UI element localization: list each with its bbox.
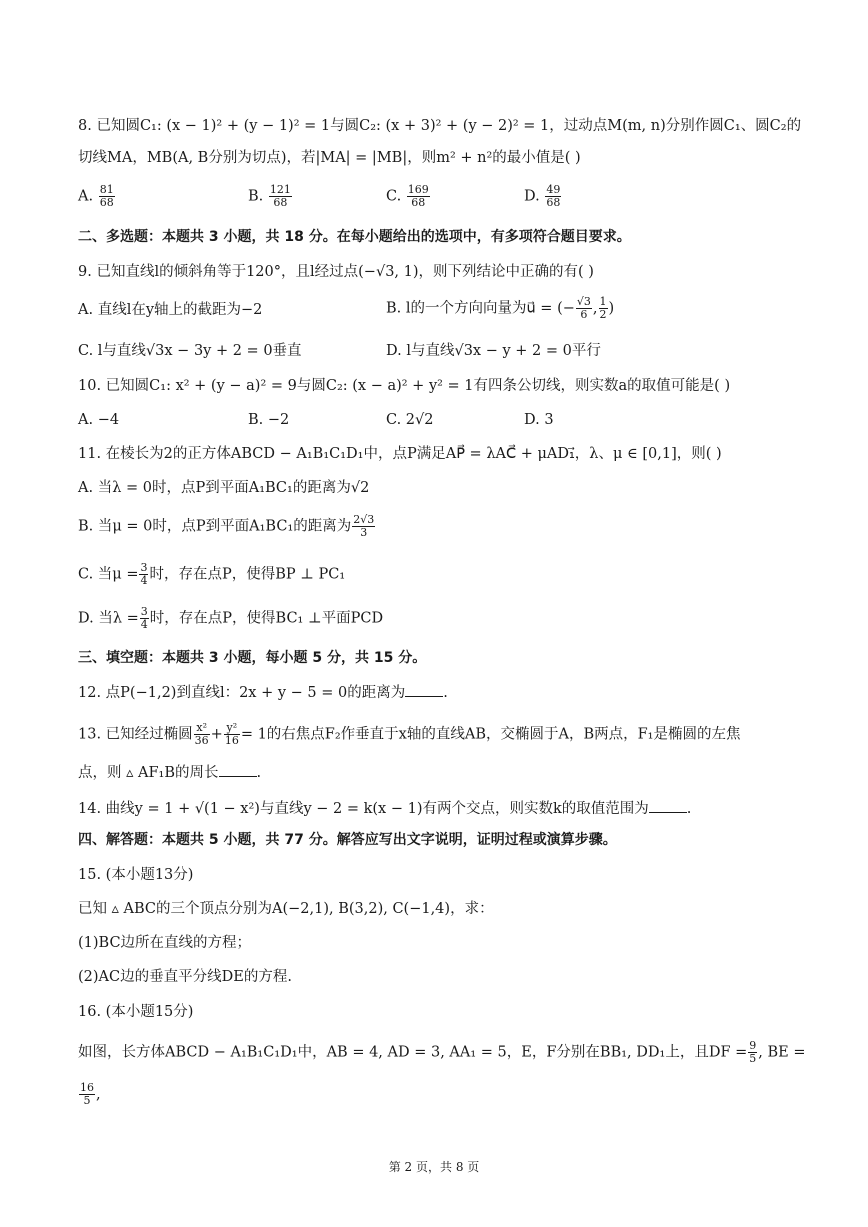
q8-option-a: A. $\frac{81}{68}$ bbox=[78, 183, 114, 209]
q16-header: 16. (本小题15分) bbox=[78, 1004, 194, 1020]
section-solution-heading: 四、解答题：本题共 5 小题，共 77 分。解答应写出文字说明，证明过程或演算步骤。 bbox=[78, 832, 617, 848]
q15-part2: (2)AC边的垂直平分线DE的方程. bbox=[78, 969, 292, 985]
q15-header: 15. (本小题13分) bbox=[78, 867, 194, 883]
q13-line1: 13. 已知经过椭圆 $\frac{\text{x²}}{36}$ + $\frac{\text{y²}}{16}$ = 1的右焦点F₂作垂直于x轴的直线AB，交椭圆于A，B两点，F₁是椭圆的左焦 bbox=[78, 721, 741, 747]
q11-stem: 11. 在棱长为2的正方体ABCD − A₁B₁C₁D₁中，点P满足AP⃗ = λAC⃗ + μAD₁⃗，λ、μ ∈ [0,1]，则( ) bbox=[78, 446, 722, 462]
q16-stem: 如图，长方体ABCD − A₁B₁C₁D₁中，AB = 4, AD = 3, AA₁ = 5，E，F分别在BB₁, DD₁上，且DF = $\frac{9}{5}$ , BE = bbox=[78, 1039, 806, 1065]
q8-option-b: B. $\frac{121}{68}$ bbox=[248, 183, 291, 209]
q9-option-d: D. l与直线√3x − y + 2 = 0平行 bbox=[386, 343, 601, 359]
q10-option-b: B. −2 bbox=[248, 412, 290, 428]
q15-stem: 已知 ▵ ABC的三个顶点分别为A(−2,1), B(3,2), C(−1,4)，求： bbox=[78, 901, 494, 917]
q15-part1: (1)BC边所在直线的方程； bbox=[78, 935, 252, 951]
q9-stem: 9. 已知直线l的倾斜角等于120°，且l经过点(−√3, 1)，则下列结论中正确的有( ) bbox=[78, 264, 594, 280]
q10-stem: 10. 已知圆C₁: x² + (y − a)² = 9与圆C₂: (x − a)² + y² = 1有四条公切线，则实数a的取值可能是( ) bbox=[78, 378, 731, 394]
q11-option-a: A. 当λ = 0时，点P到平面A₁BC₁的距离为√2 bbox=[78, 480, 370, 496]
q9-option-a: A. 直线l在y轴上的截距为−2 bbox=[78, 302, 263, 318]
q13-line2: 点，则 ▵ AF₁B的周长 . bbox=[78, 762, 261, 783]
answer-blank bbox=[649, 798, 687, 813]
q12: 12. 点P(−1,2)到直线l：2x + y − 5 = 0的距离为 . bbox=[78, 682, 448, 703]
q9-option-c: C. l与直线√3x − 3y + 2 = 0垂直 bbox=[78, 343, 302, 359]
section-fill-blank-heading: 三、填空题：本题共 3 小题，每小题 5 分，共 15 分。 bbox=[78, 650, 427, 666]
q8-option-d: D. $\frac{49}{68}$ bbox=[524, 183, 561, 209]
q16-stem-continued: $\frac{16}{5}$ , bbox=[80, 1081, 101, 1107]
q8-line2: 切线MA，MB(A, B分别为切点)，若|MA| = |MB|，则m² + n²的最小值是( ) bbox=[78, 150, 581, 166]
q8-option-c: C. $\frac{169}{68}$ bbox=[386, 183, 429, 209]
q10-option-a: A. −4 bbox=[78, 412, 120, 428]
page-number-footer: 第 2 页，共 8 页 bbox=[388, 1160, 480, 1174]
answer-blank bbox=[405, 682, 443, 697]
q11-option-c: C. 当μ = $\frac{3}{4}$ 时，存在点P，使得BP ⊥ PC₁ bbox=[78, 561, 346, 587]
q11-option-d: D. 当λ = $\frac{3}{4}$ 时，存在点P，使得BC₁ ⊥平面PCD bbox=[78, 605, 384, 631]
q14: 14. 曲线y = 1 + √(1 − x²)与直线y − 2 = k(x − 1)有两个交点，则实数k的取值范围为 . bbox=[78, 798, 691, 819]
q11-option-b: B. 当μ = 0时，点P到平面A₁BC₁的距离为 $\frac{2√3}{3}$ bbox=[78, 513, 375, 539]
section-multiple-choice-heading: 二、多选题：本题共 3 小题，共 18 分。在每小题给出的选项中，有多项符合题目要求。 bbox=[78, 229, 631, 245]
q8-line1: 8. 已知圆C₁: (x − 1)² + (y − 1)² = 1与圆C₂: (x + 3)² + (y − 2)² = 1，过动点M(m, n)分别作圆C₁、圆C₂的 bbox=[78, 118, 802, 134]
answer-blank bbox=[219, 762, 257, 777]
q10-option-d: D. 3 bbox=[524, 412, 554, 428]
q10-option-c: C. 2√2 bbox=[386, 412, 434, 428]
q9-option-b: B. l的一个方向向量为u⃗ = (− $\frac{√3}{6}$ , $\frac{1}{2}$ ) bbox=[386, 295, 615, 321]
